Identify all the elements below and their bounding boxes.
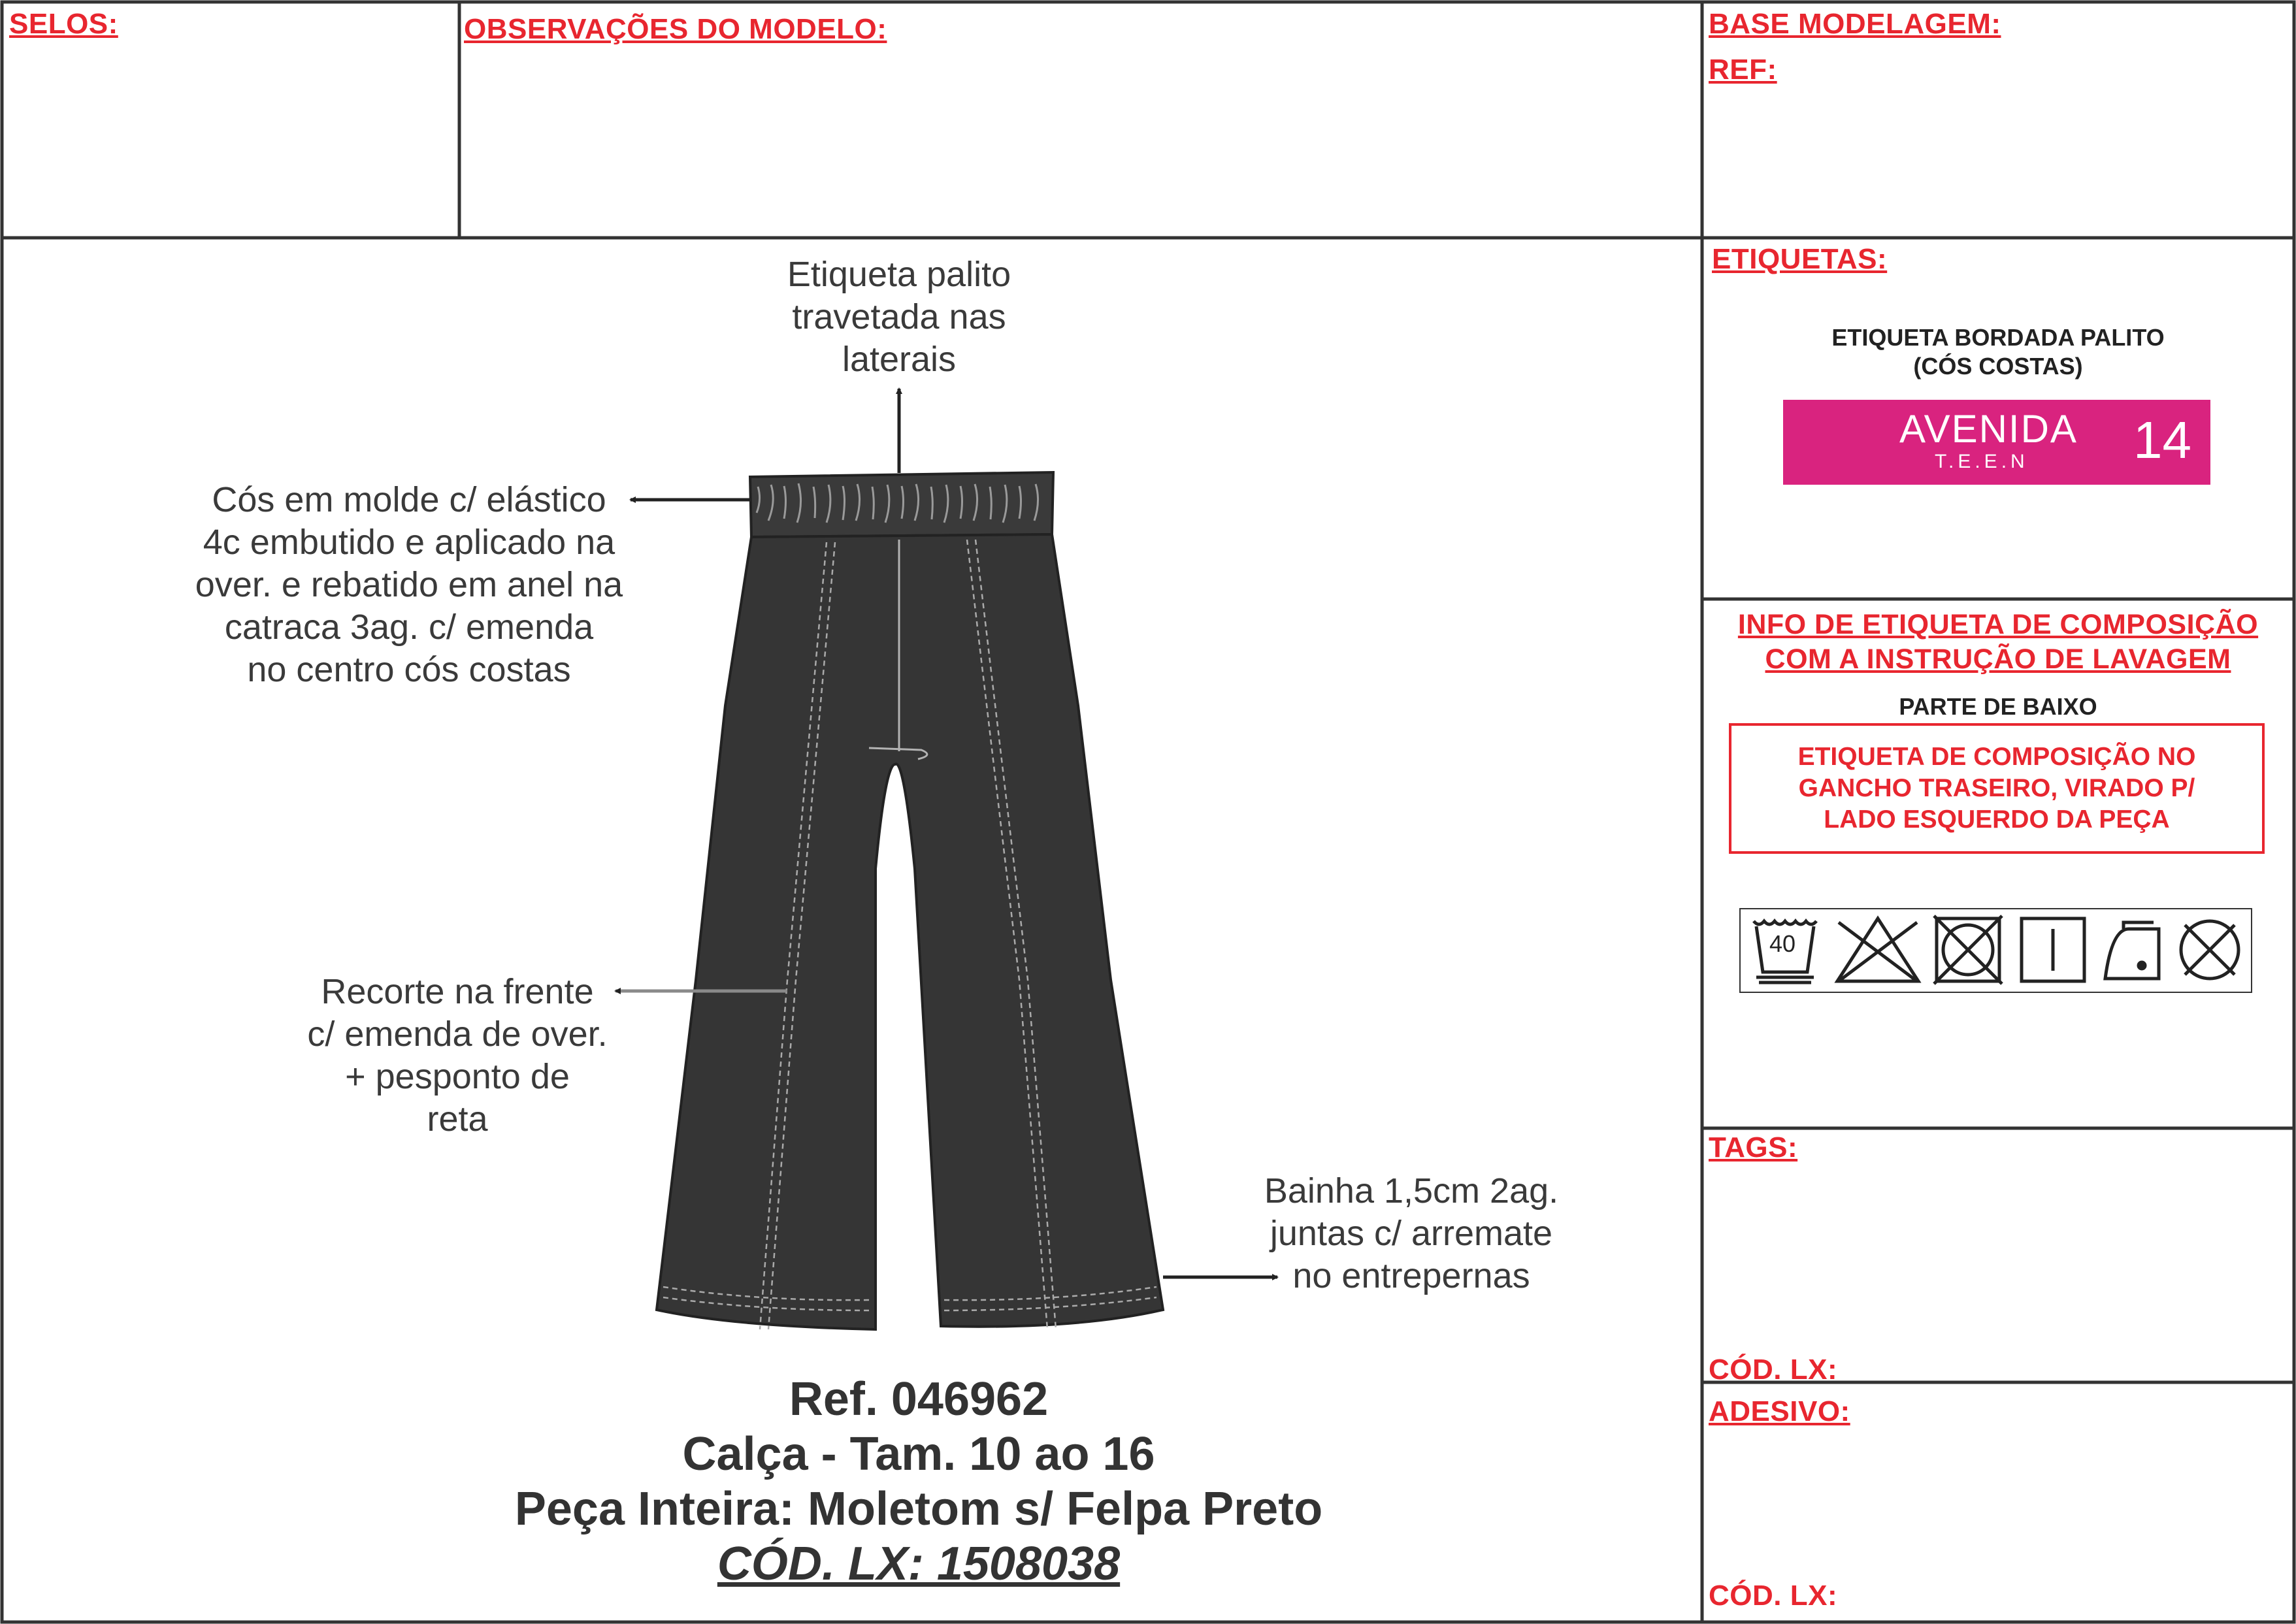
- ref-label: REF:: [1709, 54, 1777, 86]
- selos-label: SELOS:: [9, 8, 118, 40]
- embroidered-label-title: ETIQUETA BORDADA PALITO (CÓS COSTAS): [1831, 324, 2165, 380]
- tags-cod-lx-label: CÓD. LX:: [1709, 1354, 1838, 1386]
- annotation-waistband: Cós em molde c/ elástico 4c embutido e aplicado na over. e rebatido em anel na catraca 3ag. c/ emenda no centro cós costas: [195, 480, 623, 689]
- pants-silhouette: [657, 472, 1163, 1329]
- annotation-hem: Bainha 1,5cm 2ag. juntas c/ arremate no entrepernas: [1264, 1171, 1559, 1295]
- no-bleach-icon: [1837, 918, 1918, 981]
- part-label: PARTE DE BAIXO: [1899, 693, 2097, 720]
- product-ref: Ref. 046962: [789, 1373, 1049, 1425]
- no-tumble-dry-icon: [1934, 916, 2002, 984]
- brand-size: 14: [2133, 411, 2191, 469]
- brand-label-swatch: [1783, 400, 2210, 485]
- composition-title: INFO DE ETIQUETA DE COMPOSIÇÃO COM A INSTRUÇÃO DE LAVAGEM: [1737, 609, 2259, 675]
- product-code: CÓD. LX: 1508038: [717, 1538, 1121, 1590]
- iron-low-icon: [2105, 922, 2159, 979]
- product-info: [444, 1372, 1393, 1591]
- no-dry-clean-icon: [2181, 921, 2239, 979]
- etiquetas-label: ETIQUETAS:: [1712, 243, 1888, 275]
- tags-label: TAGS:: [1709, 1131, 1798, 1163]
- wash-temperature: 40: [1769, 930, 1796, 957]
- product-fabric: Peça Inteira: Moletom s/ Felpa Preto: [514, 1483, 1323, 1535]
- line-dry-icon: [2022, 918, 2084, 981]
- adesivo-cod-lx-label: CÓD. LX:: [1709, 1580, 1838, 1612]
- adesivo-label: ADESIVO:: [1709, 1395, 1850, 1427]
- care-symbols-strip: [1739, 908, 2252, 993]
- observacoes-label: OBSERVAÇÕES DO MODELO:: [464, 13, 887, 45]
- product-name: Calça - Tam. 10 ao 16: [682, 1428, 1155, 1480]
- composition-placement-box: ETIQUETA DE COMPOSIÇÃO NO GANCHO TRASEIRO, VIRADO P/ LADO ESQUERDO DA PEÇA: [1729, 723, 2265, 854]
- annotation-front-seam: Recorte na frente c/ emenda de over. + pesponto de reta: [307, 972, 608, 1139]
- annotation-top-label: Etiqueta palito travetada nas laterais: [787, 255, 1011, 379]
- brand-sub: T.E.E.N: [1935, 451, 2029, 472]
- base-modelagem-label: BASE MODELAGEM:: [1709, 8, 2001, 40]
- brand-name: AVENIDA: [1899, 407, 2078, 451]
